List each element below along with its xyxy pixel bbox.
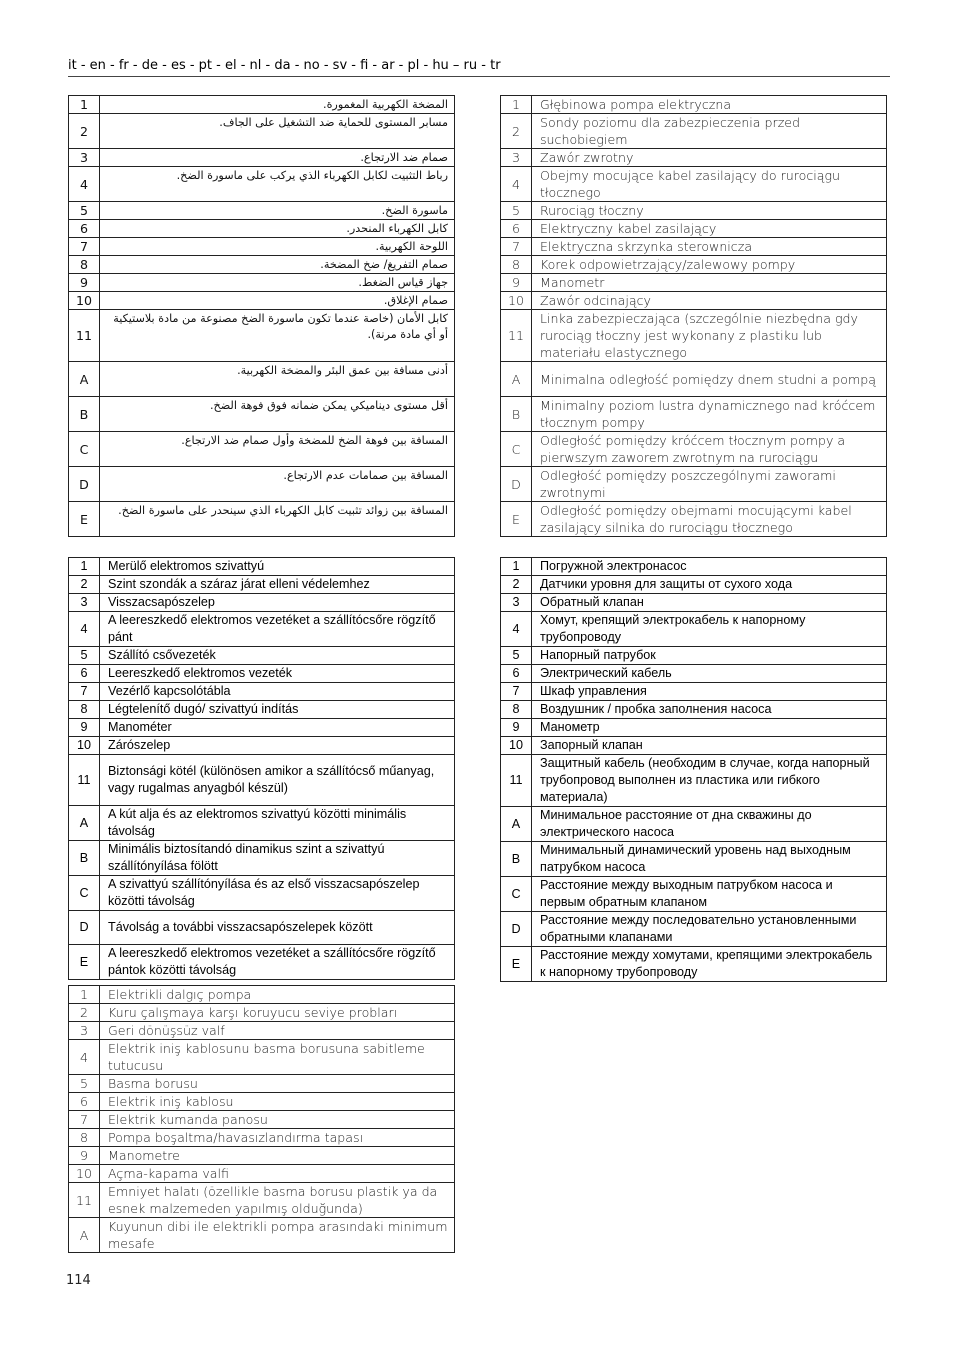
item-key: 3 [69, 1022, 100, 1040]
item-description: رباط التثبيت لكابل الكهرباء الذي يركب على ماسورة الضخ. [100, 167, 455, 202]
item-description: Linka zabezpieczająca (szczególnie niezbędna gdy rurociąg tłoczny jest wykonany z plastiku lub materiału elastycznego [532, 310, 887, 362]
item-description: A leereszkedő elektromos vezetéket a szállítócsőre rögzítő pánt [100, 612, 455, 647]
item-description: Elektrik iniş kablosu [100, 1093, 455, 1111]
table-row [501, 362, 887, 397]
table-row [69, 806, 455, 841]
table-row [69, 114, 455, 149]
item-description: A leereszkedő elektromos vezetéket a szállítócsőre rögzítő pántok közötti távolság [100, 945, 455, 980]
table-row [69, 945, 455, 980]
item-description: Vezérlő kapcsolótábla [100, 683, 455, 701]
table-row [501, 558, 887, 576]
item-description: صمام التفريغ/ ضخ المضخة. [100, 256, 455, 274]
item-description: Zawór odcinający [532, 292, 887, 310]
item-key: 11 [501, 310, 532, 362]
item-key: A [69, 1218, 100, 1253]
item-key: 9 [69, 1147, 100, 1165]
item-key: 1 [69, 558, 100, 576]
item-description: Geri dönüşsüz valf [100, 1022, 455, 1040]
item-description: Basma borusu [100, 1075, 455, 1093]
table-row [501, 719, 887, 737]
item-description: Zawór zwrotny [532, 149, 887, 167]
item-description: Odległość pomiędzy poszczególnymi zaworami zwrotnymi [532, 467, 887, 502]
item-key: E [69, 502, 100, 537]
item-description: Manométer [100, 719, 455, 737]
table-row [69, 911, 455, 945]
item-key: 5 [69, 202, 100, 220]
table-row [501, 701, 887, 719]
item-key: 2 [501, 114, 532, 149]
item-description: Manometr [532, 274, 887, 292]
item-key: 3 [501, 594, 532, 612]
table-row [501, 576, 887, 594]
table-row [501, 912, 887, 947]
item-description: جهاز قياس الضغط. [100, 274, 455, 292]
item-key: A [69, 806, 100, 841]
item-key: 4 [69, 1040, 100, 1075]
table-row [69, 220, 455, 238]
item-description: Zárószelep [100, 737, 455, 755]
table-row [69, 1022, 455, 1040]
item-key: 6 [501, 665, 532, 683]
item-key: D [69, 467, 100, 502]
table-row [69, 841, 455, 876]
table-row [69, 1129, 455, 1147]
table-row [501, 202, 887, 220]
table-row [501, 167, 887, 202]
header-divider [68, 76, 890, 77]
table-row [501, 238, 887, 256]
table-row [69, 876, 455, 911]
item-description: Leereszkedő elektromos vezeték [100, 665, 455, 683]
item-key: 8 [69, 1129, 100, 1147]
table-row [69, 397, 455, 432]
item-description: Minimalna odległość pomiędzy dnem studni a pompą [532, 362, 887, 397]
item-description: Elektryczna skrzynka sterownicza [532, 238, 887, 256]
item-key: 8 [69, 256, 100, 274]
item-key: 3 [501, 149, 532, 167]
table-row [69, 167, 455, 202]
item-key: 3 [69, 594, 100, 612]
table-row [69, 432, 455, 467]
item-description: Шкаф управления [532, 683, 887, 701]
item-description: A szivattyú szállítónyílása és az első visszacsapószelep közötti távolság [100, 876, 455, 911]
item-description: Sondy poziomu dla zabezpieczenia przed suchobiegiem [532, 114, 887, 149]
item-description: Obejmy mocujące kabel zasilający do rurociągu tłocznego [532, 167, 887, 202]
item-description: Elektrik kumanda panosu [100, 1111, 455, 1129]
item-key: 2 [69, 1004, 100, 1022]
item-description: Légtelenítő dugó/ szivattyú indítás [100, 701, 455, 719]
item-key: 10 [69, 1165, 100, 1183]
item-description: Korek odpowietrzający/zalewowy pompy [532, 256, 887, 274]
table-row [69, 594, 455, 612]
item-key: A [501, 807, 532, 842]
table-row [69, 719, 455, 737]
table-row [501, 947, 887, 982]
item-description: Минимальный динамический уровень над выходным патрубком насоса [532, 842, 887, 877]
table-row [501, 594, 887, 612]
legend-table-arabic [68, 95, 455, 537]
item-key: 6 [501, 220, 532, 238]
item-description: Távolság a további visszacsapószelepek között [100, 911, 455, 945]
item-key: A [69, 362, 100, 397]
item-key: C [501, 877, 532, 912]
table-row [69, 665, 455, 683]
item-description: A kút alja és az elektromos szivattyú közötti minimális távolság [100, 806, 455, 841]
item-key: D [69, 911, 100, 945]
item-description: Защитный кабель (необходим в случае, когда напорный трубопровод выполнен из пластика или гибкого материала) [532, 755, 887, 807]
item-key: C [69, 876, 100, 911]
item-description: Запорный клапан [532, 737, 887, 755]
item-key: 9 [69, 274, 100, 292]
item-key: 5 [501, 202, 532, 220]
item-description: Açma-kapama valfi [100, 1165, 455, 1183]
item-key: 11 [69, 755, 100, 806]
item-description: Głębinowa pompa elektryczna [532, 96, 887, 114]
item-key: 6 [69, 1093, 100, 1111]
table-row [69, 1165, 455, 1183]
legend-table-polish [500, 95, 887, 537]
table-row [69, 1111, 455, 1129]
table-row [501, 647, 887, 665]
table-row [501, 274, 887, 292]
item-key: 4 [69, 167, 100, 202]
item-description: Электрический кабель [532, 665, 887, 683]
table-row [69, 274, 455, 292]
table-row [501, 96, 887, 114]
item-key: 8 [69, 701, 100, 719]
table-row [501, 842, 887, 877]
item-description: Elektrikli dalgıç pompa [100, 986, 455, 1004]
item-description: اللوحة الكهربية. [100, 238, 455, 256]
item-description: Расстояние между выходным патрубком насоса и первым обратным клапаном [532, 877, 887, 912]
item-key: 11 [69, 1183, 100, 1218]
item-description: Elektryczny kabel zasilający [532, 220, 887, 238]
item-description: Kuru çalışmaya karşı koruyucu seviye probları [100, 1004, 455, 1022]
item-key: 11 [501, 755, 532, 807]
table-row [69, 647, 455, 665]
item-key: 2 [69, 114, 100, 149]
item-description: Датчики уровня для защиты от сухого хода [532, 576, 887, 594]
table-row [69, 701, 455, 719]
item-key: 5 [501, 647, 532, 665]
item-description: Pompa boşaltma/havasızlandırma tapası [100, 1129, 455, 1147]
item-description: أدنى مسافة بين عمق البئر والمضخة الكهربية. [100, 362, 455, 397]
table-row [69, 149, 455, 167]
table-row [69, 467, 455, 502]
item-description: Расстояние между последовательно установленными обратными клапанами [532, 912, 887, 947]
item-key: B [69, 841, 100, 876]
item-description: مسابر المستوى للحماية ضد التشغيل على الجاف. [100, 114, 455, 149]
item-key: 10 [501, 737, 532, 755]
table-row [69, 202, 455, 220]
item-description: Minimalny poziom lustra dynamicznego nad króćcem tłocznym pompy [532, 397, 887, 432]
item-description: Хомут, крепящий электрокабель к напорному трубопроводу [532, 612, 887, 647]
item-key: 4 [501, 167, 532, 202]
table-row [501, 397, 887, 432]
table-row [69, 1183, 455, 1218]
item-description: المسافة بين فوهة الضخ للمضخة وأول صمام ضد الارتجاع. [100, 432, 455, 467]
legend-table-turkish [68, 985, 455, 1253]
table-row [501, 432, 887, 467]
item-key: 4 [501, 612, 532, 647]
item-key: E [501, 502, 532, 537]
item-key: B [501, 842, 532, 877]
item-key: 9 [501, 719, 532, 737]
item-description: كابل الكهرباء المنحدر. [100, 220, 455, 238]
table-row [69, 755, 455, 806]
table-row [501, 149, 887, 167]
item-key: 1 [501, 558, 532, 576]
item-description: Обратный клапан [532, 594, 887, 612]
table-row [69, 1075, 455, 1093]
table-row [69, 310, 455, 362]
item-key: 9 [69, 719, 100, 737]
item-description: Visszacsapószelep [100, 594, 455, 612]
item-key: 7 [69, 238, 100, 256]
language-header: it - en - fr - de - es - pt - el - nl - da - no - sv - fi - ar - pl - hu – ru - tr [68, 58, 501, 73]
item-description: Biztonsági kötél (különösen amikor a szállítócső műanyag, vagy rugalmas anyagból készül) [100, 755, 455, 806]
item-key: 8 [501, 701, 532, 719]
item-description: Минимальное расстояние от дна скважины до электрического насоса [532, 807, 887, 842]
table-row [69, 683, 455, 701]
table-row [69, 502, 455, 537]
table-row [69, 256, 455, 274]
item-description: Minimális biztosítandó dinamikus szint a szivattyú szállítónyílása fölött [100, 841, 455, 876]
item-key: 9 [501, 274, 532, 292]
item-key: 7 [69, 1111, 100, 1129]
item-description: Манометр [532, 719, 887, 737]
item-description: Szint szondák a száraz járat elleni védelemhez [100, 576, 455, 594]
table-row [501, 220, 887, 238]
table-row [69, 238, 455, 256]
item-description: Merülő elektromos szivattyú [100, 558, 455, 576]
table-row [69, 612, 455, 647]
table-row [501, 502, 887, 537]
item-key: 11 [69, 310, 100, 362]
table-row [69, 96, 455, 114]
item-description: المضخة الكهربية المغمورة. [100, 96, 455, 114]
item-description: Emniyet halatı (özellikle basma borusu plastik ya da esnek malzemeden yapılmış olduğunda) [100, 1183, 455, 1218]
legend-table-russian [500, 557, 887, 982]
table-row [69, 362, 455, 397]
table-row [69, 986, 455, 1004]
item-key: 1 [501, 96, 532, 114]
item-description: Погружной электронасос [532, 558, 887, 576]
table-row [501, 467, 887, 502]
table-row [69, 576, 455, 594]
table-row [69, 1218, 455, 1253]
item-key: D [501, 467, 532, 502]
item-key: C [69, 432, 100, 467]
item-description: Szállító csővezeték [100, 647, 455, 665]
table-row [501, 877, 887, 912]
table-row [501, 665, 887, 683]
item-description: Воздушник / пробка заполнения насоса [532, 701, 887, 719]
item-key: 3 [69, 149, 100, 167]
item-key: C [501, 432, 532, 467]
table-row [501, 737, 887, 755]
page-number: 114 [66, 1273, 91, 1288]
item-key: 2 [69, 576, 100, 594]
table-row [501, 683, 887, 701]
item-key: 1 [69, 986, 100, 1004]
item-key: A [501, 362, 532, 397]
item-description: أقل مستوى ديناميكي يمكن ضمانه فوق فوهة الضخ. [100, 397, 455, 432]
item-key: 10 [501, 292, 532, 310]
item-key: E [69, 945, 100, 980]
table-row [501, 256, 887, 274]
item-key: B [69, 397, 100, 432]
item-key: 7 [501, 683, 532, 701]
item-key: B [501, 397, 532, 432]
item-description: ماسورة الضخ. [100, 202, 455, 220]
item-description: المسافة بين زوائد تثبيت كابل الكهرباء الذي سينحدر على ماسورة الضخ. [100, 502, 455, 537]
item-description: Напорный патрубок [532, 647, 887, 665]
item-key: 6 [69, 665, 100, 683]
table-row [501, 612, 887, 647]
table-row [69, 737, 455, 755]
item-key: D [501, 912, 532, 947]
item-key: 7 [501, 238, 532, 256]
table-row [501, 807, 887, 842]
item-key: 10 [69, 737, 100, 755]
item-key: 8 [501, 256, 532, 274]
item-key: 10 [69, 292, 100, 310]
item-key: 1 [69, 96, 100, 114]
item-description: المسافة بين صمامات عدم الارتجاع. [100, 467, 455, 502]
item-key: 7 [69, 683, 100, 701]
table-row [69, 292, 455, 310]
item-description: Elektrik iniş kablosunu basma borusuna sabitleme tutucusu [100, 1040, 455, 1075]
item-key: 5 [69, 1075, 100, 1093]
item-description: Manometre [100, 1147, 455, 1165]
item-key: 5 [69, 647, 100, 665]
item-key: 4 [69, 612, 100, 647]
item-description: صمام الإغلاق. [100, 292, 455, 310]
table-row [69, 1093, 455, 1111]
table-row [501, 755, 887, 807]
item-description: Odległość pomiędzy obejmami mocującymi kabel zasilający silnika do rurociągu tłocznego [532, 502, 887, 537]
table-row [69, 1040, 455, 1075]
item-key: E [501, 947, 532, 982]
item-description: Odległość pomiędzy króćcem tłocznym pompy a pierwszym zaworem zwrotnym na rurociągu [532, 432, 887, 467]
item-description: Rurociąg tłoczny [532, 202, 887, 220]
table-row [501, 114, 887, 149]
table-row [69, 1004, 455, 1022]
item-description: Kuyunun dibi ile elektrikli pompa arasındaki minimum mesafe [100, 1218, 455, 1253]
item-description: كابل الأمان (خاصة عندما تكون ماسورة الضخ مصنوعة من مادة بلاستيكية أو أي مادة مرنة). [100, 310, 455, 362]
item-description: صمام ضد الارتجاع. [100, 149, 455, 167]
table-row [69, 1147, 455, 1165]
table-row [501, 310, 887, 362]
item-description: Расстояние между хомутами, крепящими электрокабель к напорному трубопроводу [532, 947, 887, 982]
table-row [501, 292, 887, 310]
item-key: 6 [69, 220, 100, 238]
legend-table-hungarian [68, 557, 455, 980]
item-key: 2 [501, 576, 532, 594]
table-row [69, 558, 455, 576]
